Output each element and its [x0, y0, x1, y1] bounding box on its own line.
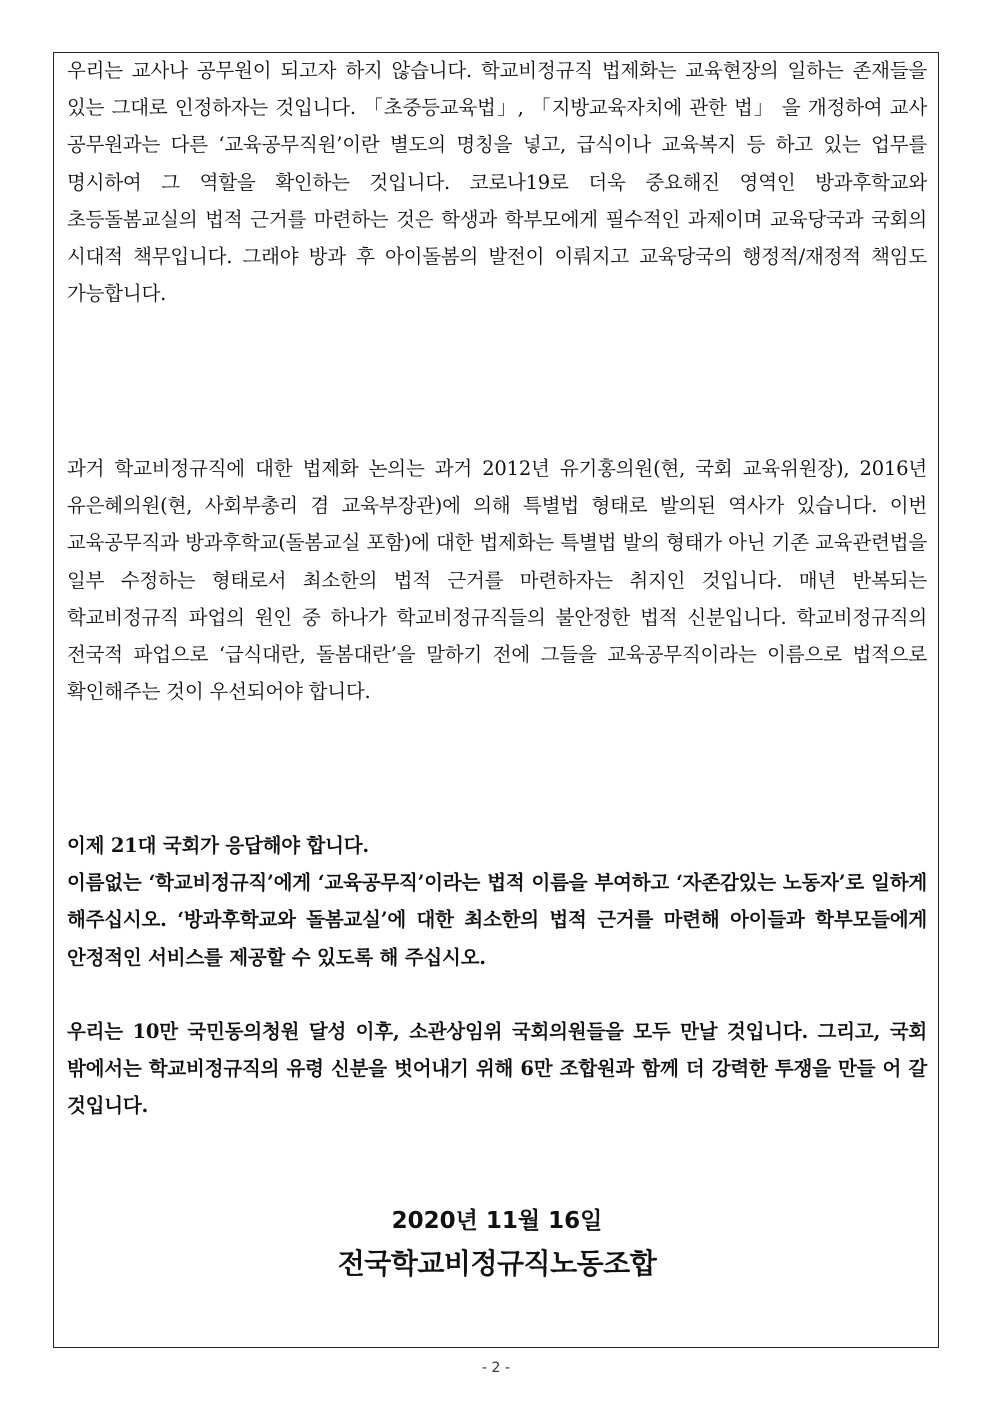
organization-name: 전국학교비정규직노동조합	[337, 1247, 657, 1280]
paragraph-4: 우리는 10만 국민동의청원 달성 이후, 소관상임위 국회의원들을 모두 만날 것입니다. 그리고, 국회 밖에서는 학교비정규직의 유령 신분을 벗어내기 위해 6만 조합원과 함께 더 강력한 투쟁을 만들 어 갈 것입니다.	[67, 1020, 927, 1118]
paragraph-3-body: 이름없는 ‘학교비정규직’에게 ‘교육공무직’이라는 법적 이름을 부여하고 ‘자존감있는 노동자’로 일하게 해주십시오. ‘방과후학교와 돌봄교실’에 대한 최소한의 법적 근거를 마련해 아이들과 학부모들에게 안정적인 서비스를 제공할 수 있도록 해 주십시오.	[67, 871, 927, 969]
paragraph-3-lead: 이제 21대 국회가 응답해야 합니다.	[67, 834, 369, 857]
page-number: - 2 -	[482, 1360, 510, 1376]
paragraph-3	[67, 827, 927, 976]
paragraph-1: 우리는 교사나 공무원이 되고자 하지 않습니다. 학교비정규직 법제화는 교육현장의 일하는 존재들을 있는 그대로 인정하자는 것입니다. 「초중등교육법」, 「지방교육자치에 관한 법」 을 개정하여 교사 공무원과는 다른 ‘교육공무직원’이란 별도의 명칭을 넣고, 급식이나 교육복지 등 하고 있는 업무를 명시하여 그 역할을 확인하는 것입니다. 코로나19로 더욱 중요해진 영역인 방과후학교와 초등돌봄교실의 법적 근거를 마련하는 것은 학생과 학부모에게 필수적인 과제이며 교육당국과 국회의 시대적 책무입니다. 그래야 방과 후 아이돌봄의 발전이 이뤄지고 교육당국의 행정적/재정적 책임도 가능합니다.	[67, 59, 927, 306]
document-frame	[53, 52, 939, 1348]
issue-date: 2020년 11월 16일	[391, 1208, 603, 1234]
paragraph-2: 과거 학교비정규직에 대한 법제화 논의는 과거 2012년 유기홍의원(현, 국회 교육위원장), 2016년 유은혜의원(현, 사회부총리 겸 교육부장관)에 의해 특별법 형태로 발의된 역사가 있습니다. 이번 교육공무직과 방과후학교(돌봄교실 포함)에 대한 법제화는 특별법 발의 형태가 아닌 기존 교육관련법을 일부 수정하는 형태로서 최소한의 법적 근거를 마련하자는 취지인 것입니다. 매년 반복되는 학교비정규직 파업의 원인 중 하나가 학교비정규직들의 불안정한 법적 신분입니다. 학교비정규직의 전국적 파업으로 ‘급식대란, 돌봄대란’을 말하기 전에 그들을 교육공무직이라는 이름으로 법적으로 확인해주는 것이 우선되어야 합니다.	[67, 457, 927, 704]
